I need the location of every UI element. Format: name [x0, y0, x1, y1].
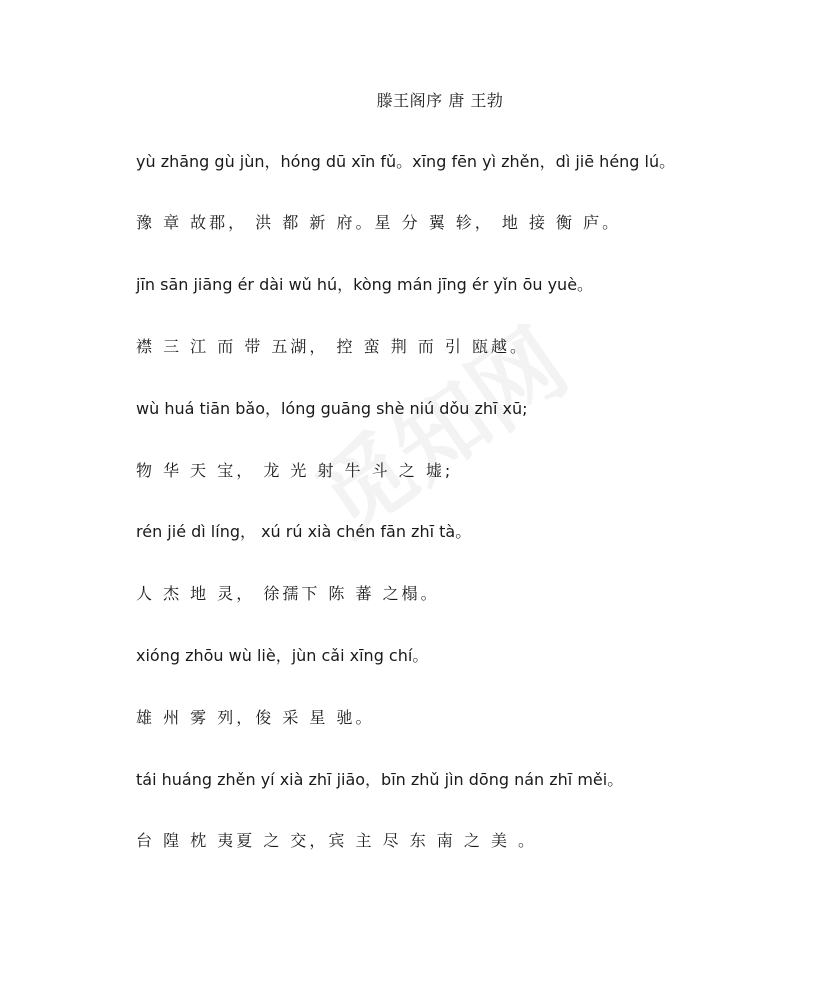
hanzi-line: 台 隍 枕 夷夏 之 交，宾 主 尽 东 南 之 美 。 — [136, 831, 538, 850]
hanzi-line: 雄 州 雾 列，俊 采 星 驰。 — [136, 708, 375, 727]
hanzi-line: 物 华 天 宝， 龙 光 射 牛 斗 之 墟; — [136, 461, 454, 480]
pinyin-line: tái huáng zhěn yí xià zhī jiāo，bīn zhǔ jìn dōng nán zhī měi。 — [136, 770, 624, 789]
hanzi-line: 豫 章 故郡， 洪 都 新 府。星 分 翼 轸， 地 接 衡 庐。 — [136, 213, 622, 232]
pinyin-line: rén jié dì líng， xú rú xià chén fān zhī tà。 — [136, 522, 472, 541]
pinyin-line: wù huá tiān bǎo，lóng guāng shè niú dǒu zhī xū; — [136, 399, 528, 418]
pinyin-line: xióng zhōu wù liè，jùn cǎi xīng chí。 — [136, 646, 429, 665]
page-title: 滕王阁序 唐 王勃 — [376, 91, 504, 110]
pinyin-line: yù zhāng gù jùn，hóng dū xīn fǔ。xīng fēn yì zhěn，dì jiē héng lú。 — [136, 152, 676, 171]
pinyin-line: jīn sān jiāng ér dài wǔ hú，kòng mán jīng ér yǐn ōu yuè。 — [136, 275, 594, 294]
hanzi-line: 人 杰 地 灵， 徐孺下 陈 蕃 之榻。 — [136, 584, 440, 603]
watermark — [287, 293, 589, 559]
hanzi-line: 襟 三 江 而 带 五湖， 控 蛮 荆 而 引 瓯越。 — [136, 337, 529, 356]
